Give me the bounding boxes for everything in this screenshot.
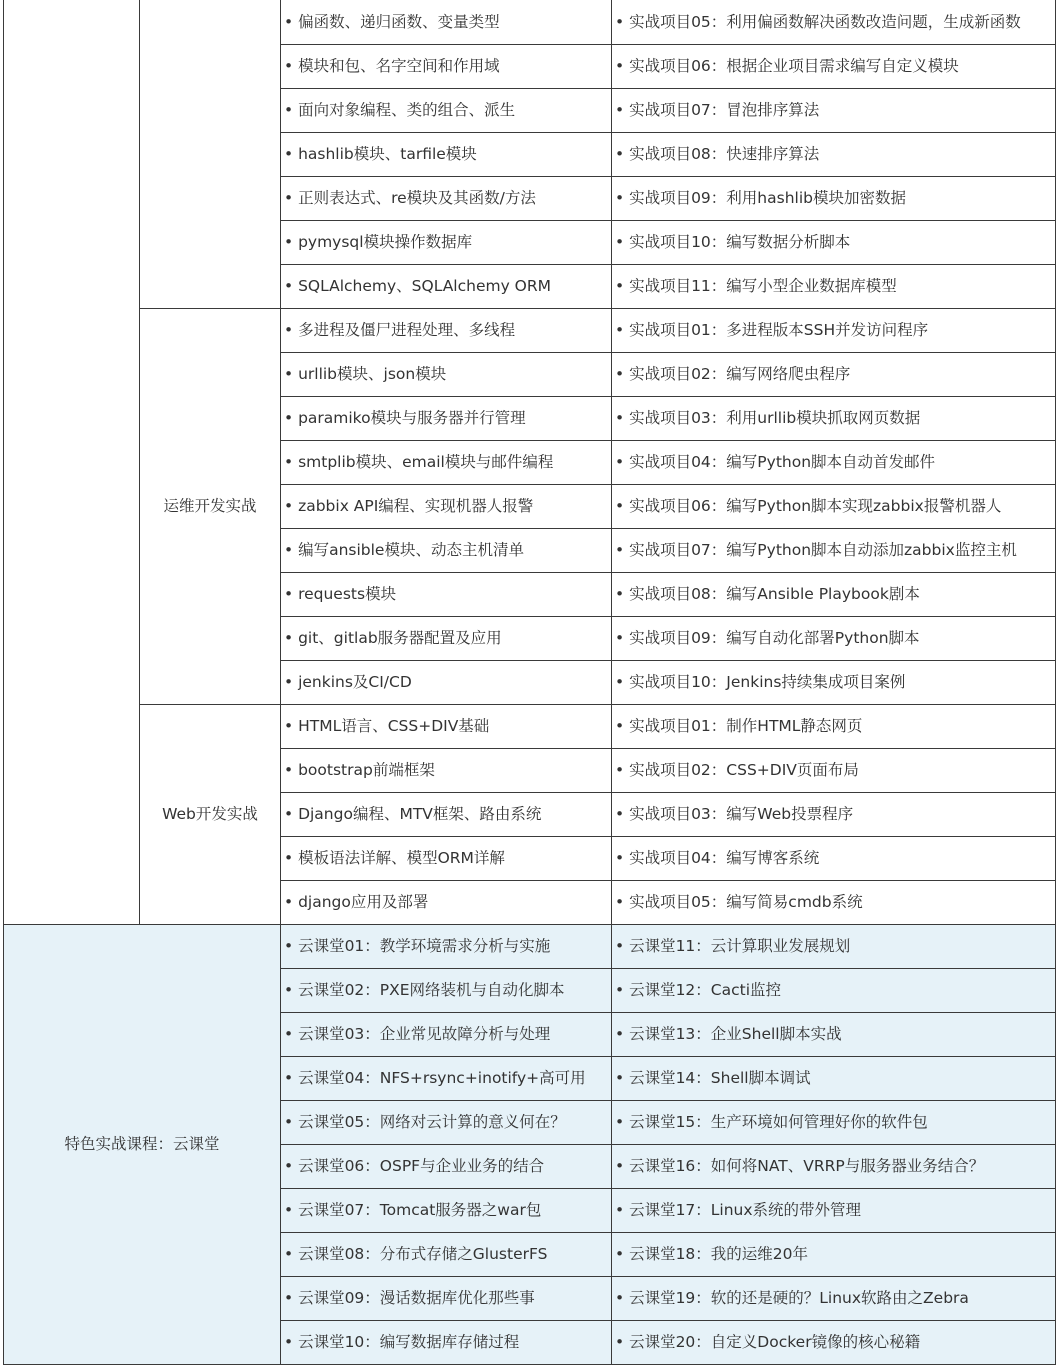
topic-cell: • urllib模块、json模块 (281, 352, 612, 396)
topic-cell: • paramiko模块与服务器并行管理 (281, 396, 612, 440)
topic-cell: • 云课堂02：PXE网络装机与自动化脚本 (281, 968, 612, 1012)
project-cell: • 实战项目06：编写Python脚本实现zabbix报警机器人 (612, 484, 1056, 528)
topic-cell: • 云课堂09：漫话数据库优化那些事 (281, 1276, 612, 1320)
project-cell: • 实战项目08：编写Ansible Playbook剧本 (612, 572, 1056, 616)
topic-cell: • SQLAlchemy、SQLAlchemy ORM (281, 264, 612, 308)
topic-cell: • 云课堂08：分布式存储之GlusterFS (281, 1232, 612, 1276)
project-cell: • 实战项目11：编写小型企业数据库模型 (612, 264, 1056, 308)
project-cell: • 实战项目10：Jenkins持续集成项目案例 (612, 660, 1056, 704)
topic-cell: • requests模块 (281, 572, 612, 616)
project-cell: • 实战项目09：编写自动化部署Python脚本 (612, 616, 1056, 660)
topic-cell: • HTML语言、CSS+DIV基础 (281, 704, 612, 748)
topic-cell: • 云课堂04：NFS+rsync+inotify+高可用 (281, 1056, 612, 1100)
project-cell: • 云课堂16：如何将NAT、VRRP与服务器业务结合？ (612, 1144, 1056, 1188)
topic-cell: • jenkins及CI/CD (281, 660, 612, 704)
topic-cell: • 云课堂05：网络对云计算的意义何在？ (281, 1100, 612, 1144)
topic-cell: • 模板语法详解、模型ORM详解 (281, 836, 612, 880)
topic-cell: • 面向对象编程、类的组合、派生 (281, 88, 612, 132)
section-label: 特色实战课程：云课堂 (4, 924, 281, 1364)
group-label: Web开发实战 (140, 704, 281, 924)
project-cell: • 实战项目02：编写网络爬虫程序 (612, 352, 1056, 396)
topic-cell: • pymysql模块操作数据库 (281, 220, 612, 264)
project-cell: • 云课堂15：生产环境如何管理好你的软件包 (612, 1100, 1056, 1144)
table-row (4, 704, 1056, 748)
curriculum-body (4, 0, 1056, 1364)
project-cell: • 实战项目03：编写Web投票程序 (612, 792, 1056, 836)
topic-cell: • 正则表达式、re模块及其函数/方法 (281, 176, 612, 220)
topic-cell: • smtplib模块、email模块与邮件编程 (281, 440, 612, 484)
project-cell: • 云课堂18：我的运维20年 (612, 1232, 1056, 1276)
project-cell: • 实战项目05：编写简易cmdb系统 (612, 880, 1056, 924)
project-cell: • 云课堂17：Linux系统的带外管理 (612, 1188, 1056, 1232)
section-label (4, 0, 140, 924)
project-cell: • 云课堂20：自定义Docker镜像的核心秘籍 (612, 1320, 1056, 1364)
project-cell: • 实战项目06：根据企业项目需求编写自定义模块 (612, 44, 1056, 88)
project-cell: • 云课堂19：软的还是硬的？Linux软路由之Zebra (612, 1276, 1056, 1320)
table-row (4, 0, 1056, 44)
topic-cell: • hashlib模块、tarfile模块 (281, 132, 612, 176)
topic-cell: • django应用及部署 (281, 880, 612, 924)
project-cell: • 实战项目09：利用hashlib模块加密数据 (612, 176, 1056, 220)
table-row (4, 308, 1056, 352)
project-cell: • 实战项目04：编写Python脚本自动首发邮件 (612, 440, 1056, 484)
topic-cell: • zabbix API编程、实现机器人报警 (281, 484, 612, 528)
project-cell: • 实战项目08：快速排序算法 (612, 132, 1056, 176)
topic-cell: • 模块和包、名字空间和作用域 (281, 44, 612, 88)
topic-cell: • 云课堂03：企业常见故障分析与处理 (281, 1012, 612, 1056)
project-cell: • 实战项目05：利用偏函数解决函数改造问题，生成新函数 (612, 0, 1056, 44)
project-cell: • 实战项目01：制作HTML静态网页 (612, 704, 1056, 748)
project-cell: • 实战项目04：编写博客系统 (612, 836, 1056, 880)
topic-cell: • 多进程及僵尸进程处理、多线程 (281, 308, 612, 352)
topic-cell: • 偏函数、递归函数、变量类型 (281, 0, 612, 44)
group-label (140, 0, 281, 308)
project-cell: • 实战项目07：编写Python脚本自动添加zabbix监控主机 (612, 528, 1056, 572)
topic-cell: • 云课堂06：OSPF与企业业务的结合 (281, 1144, 612, 1188)
topic-cell: • 云课堂01：教学环境需求分析与实施 (281, 924, 612, 968)
project-cell: • 云课堂12：Cacti监控 (612, 968, 1056, 1012)
topic-cell: • Django编程、MTV框架、路由系统 (281, 792, 612, 836)
project-cell: • 实战项目03：利用urllib模块抓取网页数据 (612, 396, 1056, 440)
topic-cell: • git、gitlab服务器配置及应用 (281, 616, 612, 660)
table-row (4, 924, 1056, 968)
project-cell: • 云课堂11：云计算职业发展规划 (612, 924, 1056, 968)
group-label: 运维开发实战 (140, 308, 281, 704)
project-cell: • 实战项目07：冒泡排序算法 (612, 88, 1056, 132)
project-cell: • 实战项目02：CSS+DIV页面布局 (612, 748, 1056, 792)
project-cell: • 云课堂14：Shell脚本调试 (612, 1056, 1056, 1100)
project-cell: • 实战项目01：多进程版本SSH并发访问程序 (612, 308, 1056, 352)
project-cell: • 实战项目10：编写数据分析脚本 (612, 220, 1056, 264)
topic-cell: • 云课堂07：Tomcat服务器之war包 (281, 1188, 612, 1232)
topic-cell: • 编写ansible模块、动态主机清单 (281, 528, 612, 572)
topic-cell: • bootstrap前端框架 (281, 748, 612, 792)
topic-cell: • 云课堂10：编写数据库存储过程 (281, 1320, 612, 1364)
curriculum-table (3, 0, 1056, 1365)
project-cell: • 云课堂13：企业Shell脚本实战 (612, 1012, 1056, 1056)
